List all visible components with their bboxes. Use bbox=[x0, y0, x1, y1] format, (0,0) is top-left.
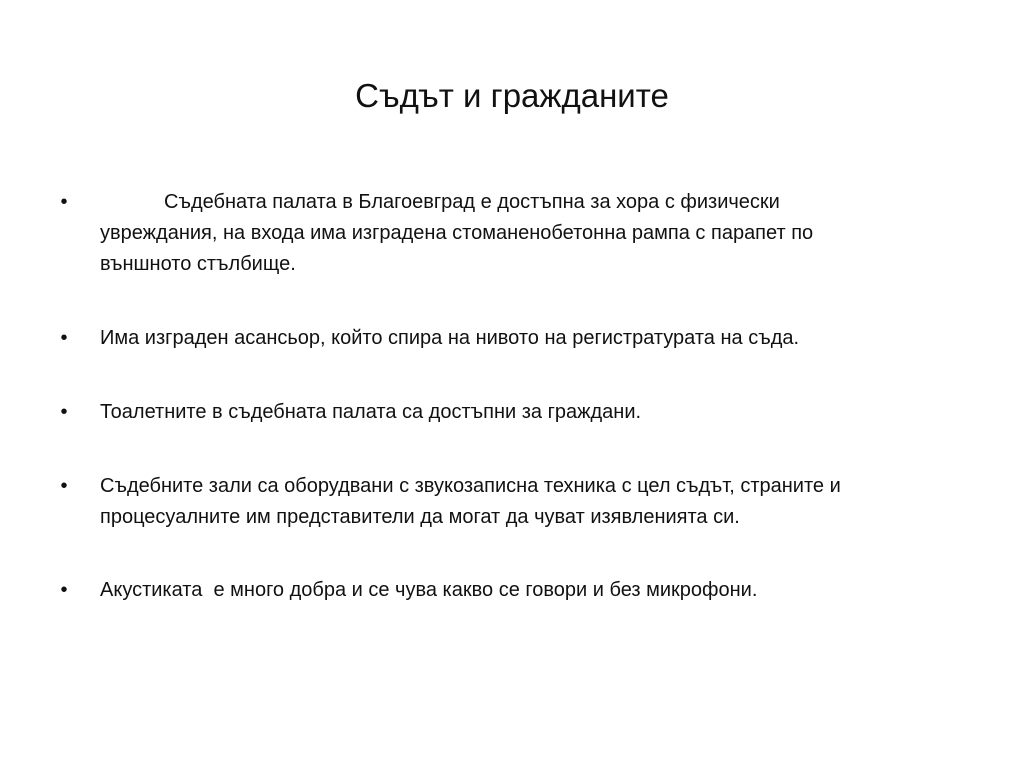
bullet-marker: • bbox=[60, 191, 68, 213]
bullet-marker: • bbox=[60, 401, 68, 423]
bullet-line: Съдебните зали са оборудвани с звукозаписна техника с цел съдът, страните и bbox=[100, 475, 841, 497]
bullet-text bbox=[100, 575, 980, 606]
bullet-text bbox=[100, 397, 980, 428]
bullet-text bbox=[100, 471, 980, 533]
bullet-line: Има изграден асансьор, който спира на нивото на регистратурата на съда. bbox=[100, 327, 800, 349]
bullet-text bbox=[100, 323, 980, 354]
bullet-line: процесуалните им представители да могат да чуват изявленията си. bbox=[100, 506, 740, 528]
bullet-line-text: Съдебната палата в Благоевград е достъпна за хора с физически bbox=[164, 191, 780, 213]
bullet-marker: • bbox=[60, 475, 68, 497]
bullet-line: външното стълбище. bbox=[100, 253, 296, 275]
bullet-line: Тоалетните в съдебната палата са достъпни за граждани. bbox=[100, 401, 642, 423]
bullet-text bbox=[100, 187, 980, 280]
bullet-line: Акустиката е много добра и се чува какво се говори и без микрофони. bbox=[100, 579, 758, 601]
slide-title: Съдът и гражданите bbox=[355, 77, 669, 114]
bullet-marker: • bbox=[60, 327, 68, 349]
bullet-line: увреждания, на входа има изградена стоманенобетонна рампа с парапет по bbox=[100, 222, 814, 244]
bullet-line bbox=[100, 187, 980, 218]
bullet-marker: • bbox=[60, 579, 68, 601]
